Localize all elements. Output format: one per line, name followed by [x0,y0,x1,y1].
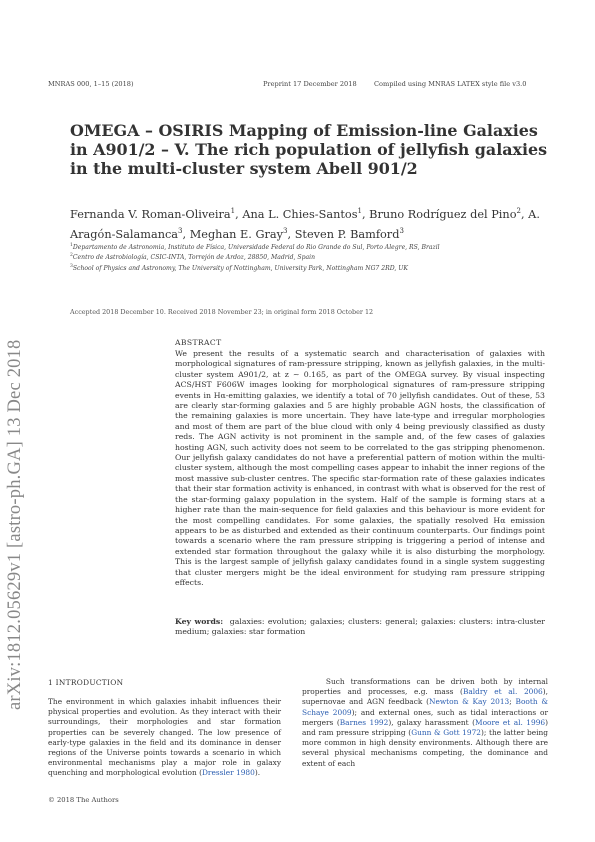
affiliation-text: Centro de Astrobiología, CSIC-INTA, Torrejón de Ardoz, 28850, Madrid, Spain [72,254,316,262]
author-name: Bruno Rodríguez del Pino [369,207,517,221]
running-header-style-file: Compiled using MNRAS LATEX style file v3.0 [374,80,527,88]
intro-text: ). [254,768,261,778]
copyright-notice: © 2018 The Authors [48,796,119,804]
author-affiliation-mark: 2 [516,207,521,215]
author-name: Meghan E. Gray [189,227,284,241]
publication-dates: Accepted 2018 December 10. Received 2018 November 23; in original form 2018 October 12 [70,308,374,316]
keywords [175,617,545,638]
intro-text: ) and ram pressure stripping ( [302,717,549,738]
intro-text: ), supernovae and AGN feedback ( [302,687,548,707]
keywords-text: galaxies: evolution; galaxies; clusters: general; galaxies: clusters: intra-cluster medium; galaxies: star formation [175,617,545,637]
intro-column-right [302,677,548,769]
citation-link[interactable]: Gunn & Gott 1972 [411,728,481,738]
intro-text: ); and external ones, such as tidal interactions or mergers ( [302,707,549,727]
running-header-preprint-date: Preprint 17 December 2018 [263,80,357,88]
citation-link[interactable]: Newton & Kay 2013 [429,697,510,707]
author-affiliation-mark: 1 [230,207,236,215]
running-header-journal: MNRAS 000, 1–15 (2018) [48,80,134,88]
arxiv-identifier-stamp[interactable]: arXiv:1812.05629v1 [astro-ph.GA] 13 Dec 2018 [5,339,25,710]
intro-text: ); the latter being more common in high density environments. Although there are several physical mechanisms competing, the dominance and extent of each [302,728,548,768]
intro-column-left [48,697,281,779]
affiliation [70,243,550,251]
author-name: Ana L. Chies-Santos [242,207,358,221]
citation-link[interactable]: Baldry et al. 2006 [462,687,543,697]
affiliation [70,264,550,272]
section-heading-introduction: 1 INTRODUCTION [48,678,124,687]
affiliation-number: 2 [70,253,73,258]
abstract-body: We present the results of a systematic search and characterisation of galaxies with morphological signatures of ram-pressure stripping, known as jellyfish galaxies, in the multi-cluster system A901/2, at z ∼ 0.165, as part of the OMEGA survey. By visual inspecting ACS/HST F606W images looking for morphological signatures of ram-pressure stripping events in Hα-emitting galaxies, we identify a total of 70 jellyfish candidates. Out of these, 53 are clearly star-forming galaxies and 5 are highly probable AGN hosts, the classification of the remaining galaxies is more uncertain. They have late-type and irregular morphologies and most of them are part of the blue cloud with only 4 being previously classified as dusty reds. The AGN activity is not prominent in the sample and, of the few cases of galaxies hosting AGN, such activity does not seem to be correlated to the gas stripping phenomenon. Our jellyfish galaxy candidates do not have a preferential pattern of motion within the multi-cluster system, although the most compelling cases appear to inhabit the inner regions of the most massive sub-cluster centres. The specific star-formation rate of these galaxies indicates that their star formation activity is enhanced, in contrast with what is observed for the rest of the star-forming galaxy population in the system. Half of the sample is forming stars at a higher rate than the main-sequence for field galaxies and this behaviour is more evident for the most compelling candidates. For some galaxies, the spatially resolved Hα emission appears to be as disturbed and extended as their continuum counterparts. Our findings point towards a scenario where the ram pressure stripping is triggering a period of intense and extended star formation throughout the galaxy while it is also disturbing the morphology. This is the largest sample of jellyfish galaxy candidates found in a single system suggesting that cluster mergers might be the ideal environment for studying ram pressure stripping effects. [175,349,545,587]
abstract-heading: ABSTRACT [175,338,222,347]
author-list: Fernanda V. Roman-Oliveira$^1$, Ana L. Chies-Santos$^1$, Bruno Rodríguez del Pino$^2$, A. Aragón-Salamanca$^3$, Meghan E. Gray$^3$, Steven P. Bamford$^3$ [70,207,540,241]
affiliation-number: 1 [70,243,73,248]
paper-title: OMEGA – OSIRIS Mapping of Emission-line Galaxies in A901/2 – V. The rich population of jellyfish galaxies in the multi-cluster system Abell 901/2 [70,121,548,178]
affiliation-text: School of Physics and Astronomy, The University of Nottingham, University Park, Nottingham NG7 2RD, UK [72,265,408,273]
affiliation-number: 3 [70,264,73,269]
author-affiliation-mark: 3 [178,226,183,235]
author-name: Fernanda V. Roman-Oliveira [70,207,231,221]
author-affiliation-mark: 3 [283,226,288,235]
citation-link[interactable]: Booth & Schaye 2009 [302,697,548,717]
intro-text: ; [509,697,516,707]
intro-text: ), galaxy harassment ( [388,717,475,727]
intro-text: The environment in which galaxies inhabit influences their physical properties and evolution. As they interact with their surroundings, their morphologies and star formation properties can be severely changed. The low presence of early-type galaxies in the field and its dominance in denser regions of the Universe points towards a scenario in which environmental mechanisms play a major role in galaxy quenching and morphological evolution ( [48,697,281,778]
intro-text: Such transformations can be driven both by internal properties and processes, e.g. mass ( [302,677,548,697]
citation-link[interactable]: Moore et al. 1996 [475,717,546,727]
affiliation [70,253,550,261]
citation-link[interactable]: Dressler 1980 [201,768,255,778]
keywords-label: Key words: [175,617,224,626]
author-affiliation-mark: 3 [399,226,404,235]
affiliation-text: Departamento de Astronomia, Instituto de Física, Universidade Federal do Rio Grande do Sul, Porto Alegre, RS, Brazil [72,244,440,252]
author-affiliation-mark: 1 [357,207,362,215]
citation-link[interactable]: Barnes 1992 [339,717,389,727]
author-name: Steven P. Bamford [294,227,400,241]
author-name: A. Aragón-Salamanca [70,207,540,241]
